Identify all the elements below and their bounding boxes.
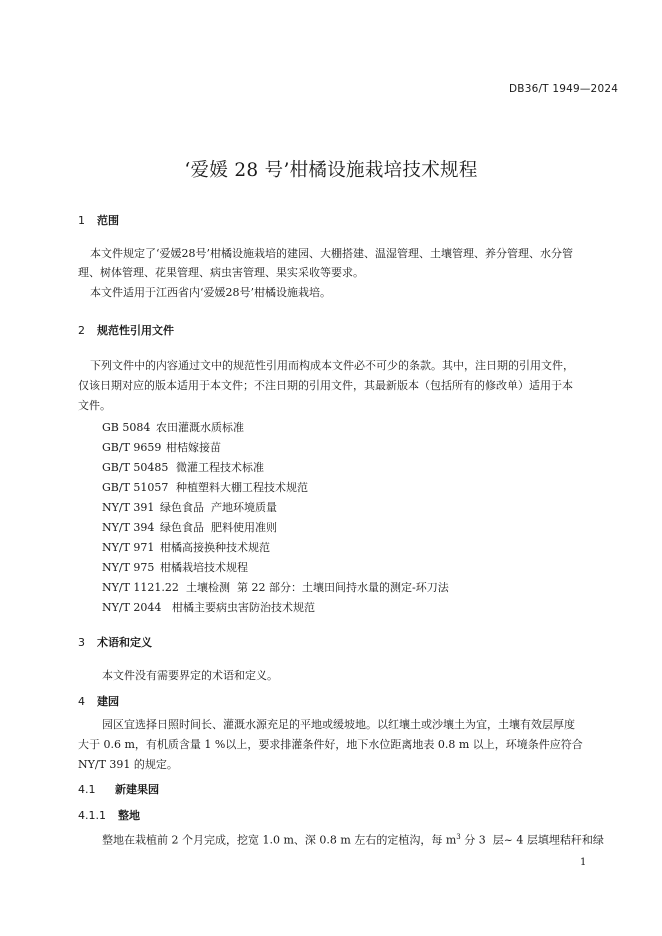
reference-code: GB/T 50485 — [102, 461, 169, 474]
standard-number: DB36/T 1949—2024 — [509, 83, 619, 95]
section-title: 规范性引用文件 — [97, 324, 174, 337]
reference-code: NY/T 2044 — [102, 601, 162, 614]
reference-title: 柑橘栽培技术规程 — [160, 561, 248, 574]
para-text-a: 整地在栽植前 2 个月完成，挖宽 1.0 m、深 0.8 m 左右的定植沟，每 m — [102, 833, 457, 847]
section-3-para: 本文件没有需要界定的术语和定义。 — [102, 669, 278, 682]
reference-item — [102, 499, 277, 515]
reference-code: GB/T 9659 — [102, 441, 162, 454]
section-number: 4.1 — [78, 783, 96, 796]
section-4-1-1-heading — [78, 807, 140, 823]
reference-code: NY/T 394 — [102, 521, 155, 534]
superscript: 3 — [456, 833, 461, 841]
section-title: 整地 — [118, 809, 140, 822]
section-2-intro-line-2: 仅该日期对应的版本适用于本文件；不注日期的引用文件，其最新版本（包括所有的修改单）适用于本 — [78, 379, 573, 392]
section-2-heading — [78, 322, 174, 338]
document-title: ‘爱媛 28 号’柑橘设施栽培技术规程 — [184, 160, 478, 181]
reference-title: 柑桔嫁接苗 — [166, 441, 221, 454]
reference-code: NY/T 975 — [102, 561, 155, 574]
reference-title: 绿色食品 产地环境质量 — [160, 501, 277, 514]
section-number: 1 — [78, 214, 85, 227]
reference-title: 微灌工程技术标准 — [176, 461, 264, 474]
reference-code: NY/T 391 — [102, 501, 155, 514]
section-number: 3 — [78, 636, 85, 649]
reference-item — [102, 459, 264, 475]
reference-code: NY/T 971 — [102, 541, 155, 554]
section-4-1-heading — [78, 781, 159, 797]
section-number: 4 — [78, 695, 85, 708]
reference-code: NY/T 1121.22 — [102, 581, 179, 594]
section-4-para-line-1: 园区宜选择日照时间长、灌溉水源充足的平地或缓坡地。以红壤土或沙壤土为宜，土壤有效层厚度 — [102, 718, 575, 731]
reference-item — [102, 519, 277, 535]
reference-item — [102, 479, 308, 495]
reference-title: 种植塑料大棚工程技术规范 — [176, 481, 308, 494]
section-2-intro-line-1: 下列文件中的内容通过文中的规范性引用而构成本文件必不可少的条款。其中，注日期的引用文件， — [90, 359, 574, 372]
section-number: 2 — [78, 324, 85, 337]
section-4-para-line-2: 大于 0.6 m，有机质含量 1 %以上，要求排灌条件好，地下水位距离地表 0.8 m 以上，环境条件应符合 — [78, 738, 583, 751]
section-3-heading — [78, 634, 152, 650]
section-number: 4.1.1 — [78, 809, 106, 822]
section-1-para-1-line-1: 本文件规定了‘爱媛28号’柑橘设施栽培的建园、大棚搭建、温湿管理、土壤管理、养分管理、水分管 — [90, 247, 573, 260]
section-4-heading — [78, 693, 119, 709]
reference-code: GB 5084 — [102, 421, 151, 434]
reference-item — [102, 439, 221, 455]
reference-item — [102, 559, 248, 575]
reference-title: 柑橘高接换种技术规范 — [160, 541, 270, 554]
section-title: 新建果园 — [115, 783, 159, 796]
reference-title: 柑橘主要病虫害防治技术规范 — [172, 601, 315, 614]
section-2-intro-line-3: 文件。 — [78, 399, 111, 412]
reference-item — [102, 599, 315, 615]
reference-code: GB/T 51057 — [102, 481, 169, 494]
reference-title: 土壤检测 第 22 部分：土壤田间持水量的测定-环刀法 — [186, 581, 449, 594]
reference-item — [102, 579, 449, 595]
section-1-heading — [78, 212, 119, 228]
reference-title: 农田灌溉水质标准 — [156, 421, 244, 434]
section-4-1-1-para — [102, 828, 604, 850]
para-text-b: 分 3 层~ 4 层填埋秸秆和绿 — [460, 833, 604, 847]
reference-item — [102, 419, 244, 435]
section-1-para-1-line-2: 理、树体管理、花果管理、病虫害管理、果实采收等要求。 — [78, 266, 364, 279]
reference-item — [102, 539, 270, 555]
reference-title: 绿色食品 肥料使用准则 — [160, 521, 277, 534]
section-4-para-line-3: NY/T 391 的规定。 — [78, 758, 178, 771]
section-title: 建园 — [97, 695, 119, 708]
section-1-para-2: 本文件适用于江西省内‘爱媛28号’柑橘设施栽培。 — [90, 286, 331, 299]
page-number: 1 — [580, 857, 587, 868]
section-title: 术语和定义 — [97, 636, 152, 649]
section-title: 范围 — [97, 214, 119, 227]
